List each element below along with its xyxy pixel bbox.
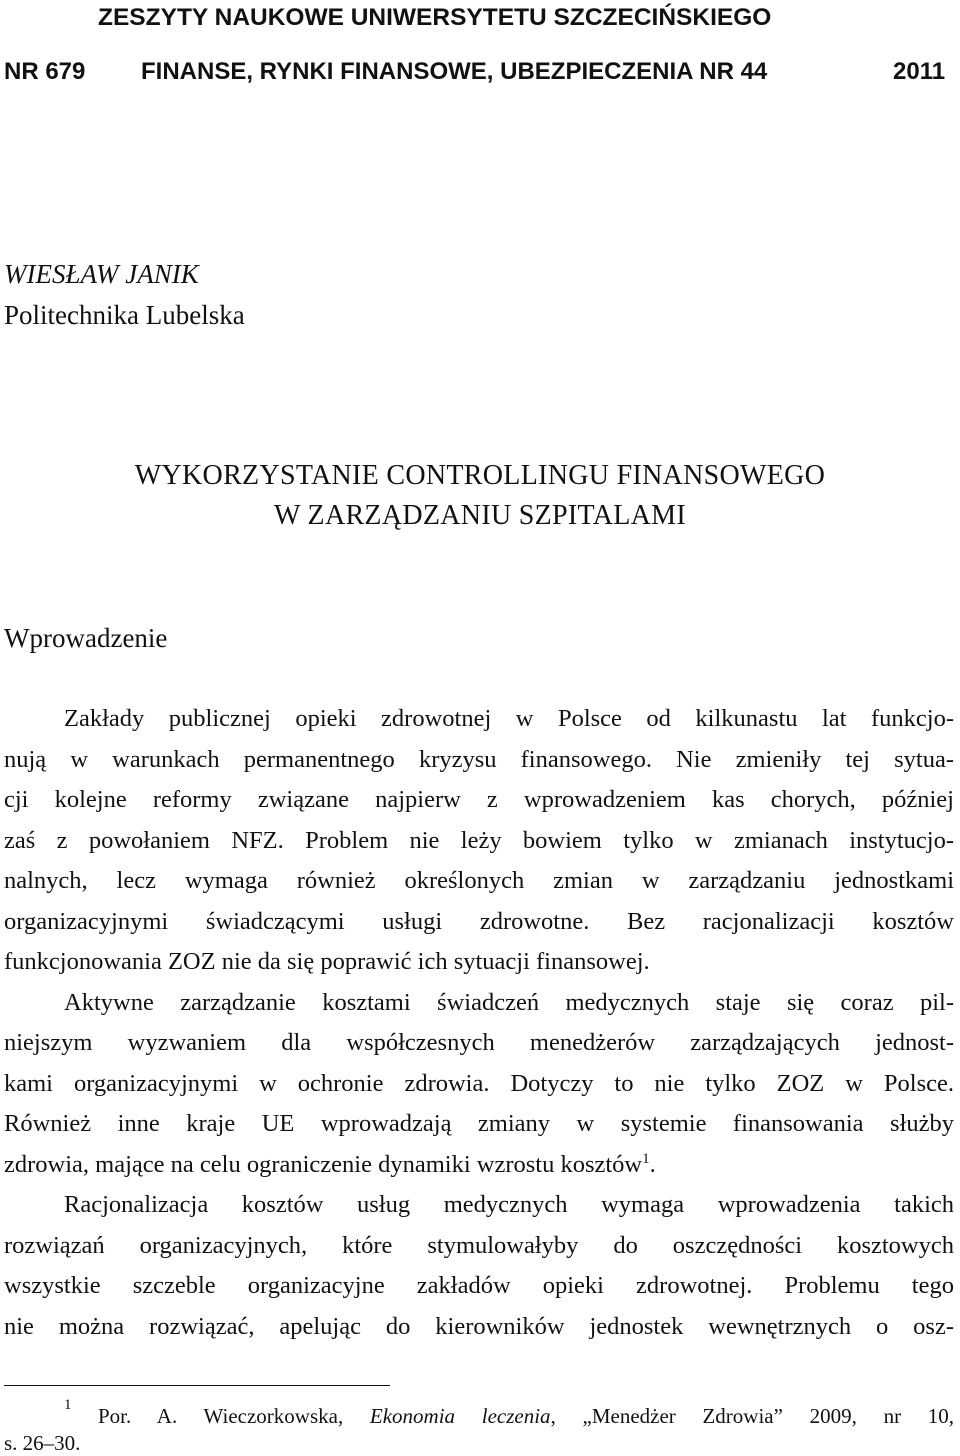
- body-line: Również inne kraje UE wprowadzają zmiany w systemie finansowania służby: [4, 1110, 954, 1137]
- body-line: wszystkie szczeble organizacyjne zakładów opieki zdrowotnej. Problemu tego: [4, 1272, 954, 1299]
- journal-number: NR 679: [4, 58, 86, 85]
- body-line: Zakłady publicznej opieki zdrowotnej w Polsce od kilkunastu lat funkcjo-: [64, 705, 954, 732]
- body-line: organizacyjnymi świadczącymi usługi zdrowotne. Bez racjonalizacji kosztów: [4, 908, 954, 935]
- body-line: nują w warunkach permanentnego kryzysu finansowego. Nie zmieniły tej sytua-: [4, 746, 954, 773]
- body-line: kami organizacyjnymi w ochronie zdrowia. Dotyczy to nie tylko ZOZ w Polsce.: [4, 1070, 954, 1097]
- author-name: WIESŁAW JANIK: [4, 259, 199, 289]
- sentence-period: .: [649, 1151, 656, 1178]
- section-heading: Wprowadzenie: [4, 623, 168, 653]
- body-line: niejszym wyzwaniem dla współczesnych menedżerów zarządzających jednost-: [4, 1029, 954, 1056]
- author-affiliation: Politechnika Lubelska: [4, 300, 245, 330]
- body-line: cji kolejne reformy związane najpierw z wprowadzeniem kas chorych, później: [4, 786, 954, 813]
- body-line: zaś z powołaniem NFZ. Problem nie leży bowiem tylko w zmianach instytucjo-: [4, 827, 954, 854]
- body-line: nalnych, lecz wymaga również określonych zmian w zarządzaniu jednostkami: [4, 867, 954, 894]
- article-title-line-2: W ZARZĄDZANIU SZPITALAMI: [274, 500, 686, 531]
- footnote-mark: 1: [64, 1397, 72, 1413]
- article-title-line-1: WYKORZYSTANIE CONTROLLINGU FINANSOWEGO: [134, 460, 826, 491]
- body-line: rozwiązań organizacyjnych, które stymulowałyby do oszczędności kosztowych: [4, 1232, 954, 1259]
- journal-title: ZESZYTY NAUKOWE UNIWERSYTETU SZCZECIŃSKIEGO: [98, 4, 772, 31]
- footnote-text-italic: Ekonomia leczenia: [369, 1404, 551, 1428]
- footnote-reference: 1: [642, 1150, 650, 1167]
- body-line: Aktywne zarządzanie kosztami świadczeń medycznych staje się coraz pil-: [64, 989, 954, 1016]
- journal-year: 2011: [893, 58, 946, 85]
- footnote-pages: s. 26–30.: [4, 1431, 81, 1455]
- body-line: [4, 1151, 954, 1179]
- body-line: Racjonalizacja kosztów usług medycznych wymaga wprowadzenia takich: [64, 1191, 954, 1218]
- body-line-text: zdrowia, mające na celu ograniczenie dynamiki wzrostu kosztów: [4, 1151, 643, 1178]
- journal-series: FINANSE, RYNKI FINANSOWE, UBEZPIECZENIA NR 44: [141, 58, 768, 85]
- footnote-separator: [4, 1385, 390, 1386]
- footnote-text-a: Por. A. Wieczorkowska,: [98, 1404, 370, 1428]
- footnote-text-b: , „Menedżer Zdrowia” 2009, nr 10,: [550, 1404, 955, 1428]
- body-line: funkcjonowania ZOZ nie da się poprawić ich sytuacji finansowej.: [4, 948, 650, 975]
- footnote-text: [98, 1404, 954, 1428]
- body-line: nie można rozwiązać, apelując do kierowników jednostek wewnętrznych o osz-: [4, 1313, 954, 1340]
